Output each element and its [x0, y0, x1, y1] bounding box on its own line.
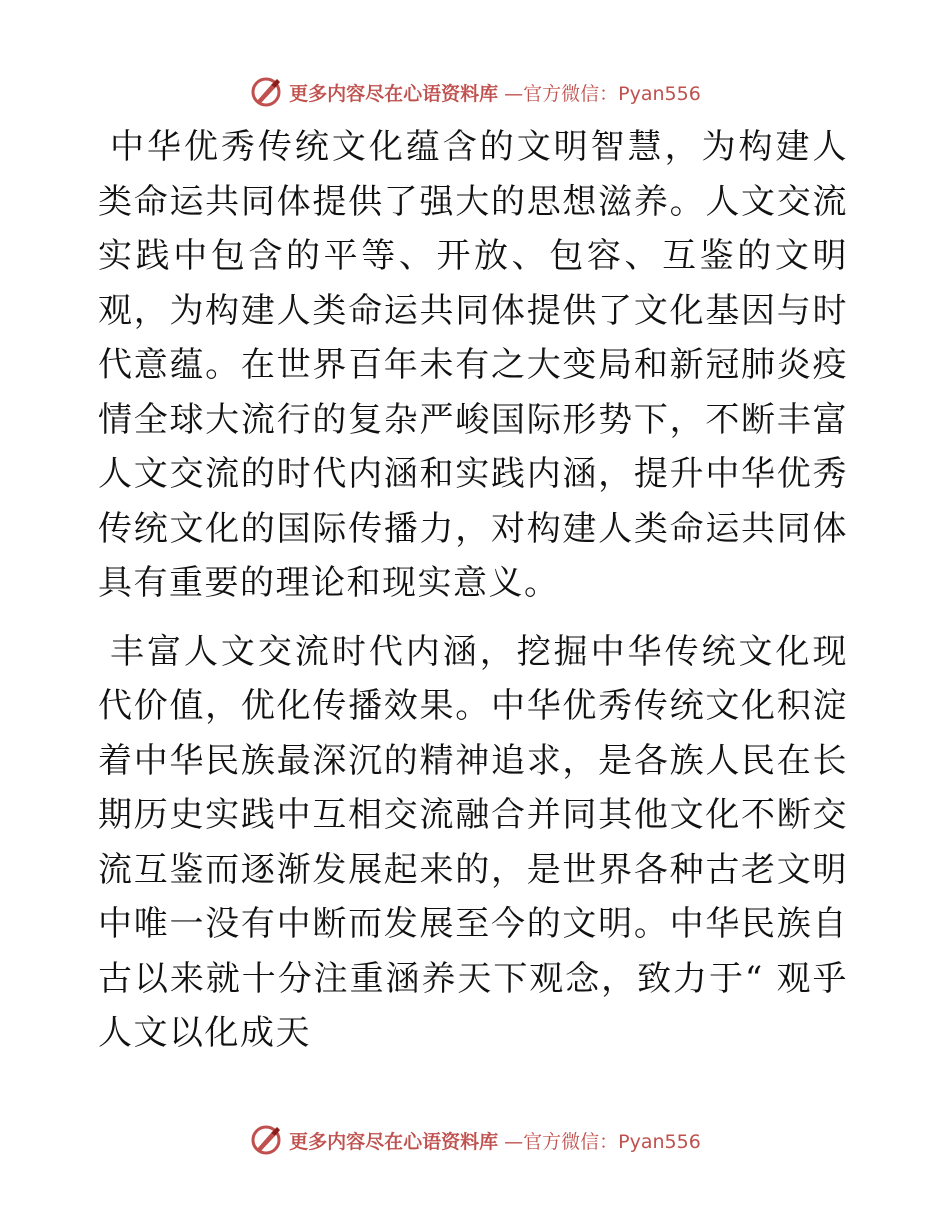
- paragraph-2: 丰富人文交流时代内涵，挖掘中华传统文化现代价值，优化传播效果。中华优秀传统文化积淀着中华民族最深沉的精神追求，是各族人民在长期历史实践中互相交流融合并同其他文化不断交流互鉴而逐渐发展起来的，是世界各种古老文明中唯一没有中断而发展至今的文明。中华民族自古以来就十分注重涵养天下观念，致力于“ 观乎人文以化成天: [98, 631, 848, 1053]
- header-banner-text: 更多内容尽在心语资料库: [289, 82, 499, 105]
- pen-logo-icon: [249, 75, 283, 109]
- footer-banner-text: 更多内容尽在心语资料库: [289, 1130, 499, 1153]
- header-banner-contact: —官方微信：Pyan556: [504, 82, 701, 105]
- footer-banner-contact: —官方微信：Pyan556: [504, 1130, 701, 1153]
- document-body: [98, 120, 848, 1061]
- pen-logo-icon: [249, 1123, 283, 1157]
- footer-banner: [0, 1120, 950, 1160]
- header-banner: [0, 72, 950, 112]
- paragraph-1: 中华优秀传统文化蕴含的文明智慧，为构建人类命运共同体提供了强大的思想滋养。人文交流实践中包含的平等、开放、包容、互鉴的文明观，为构建人类命运共同体提供了文化基因与时代意蕴。在世界百年未有之大变局和新冠肺炎疫情全球大流行的复杂严峻国际形势下，不断丰富人文交流的时代内涵和实践内涵，提升中华优秀传统文化的国际传播力，对构建人类命运共同体具有重要的理论和现实意义。: [98, 127, 848, 603]
